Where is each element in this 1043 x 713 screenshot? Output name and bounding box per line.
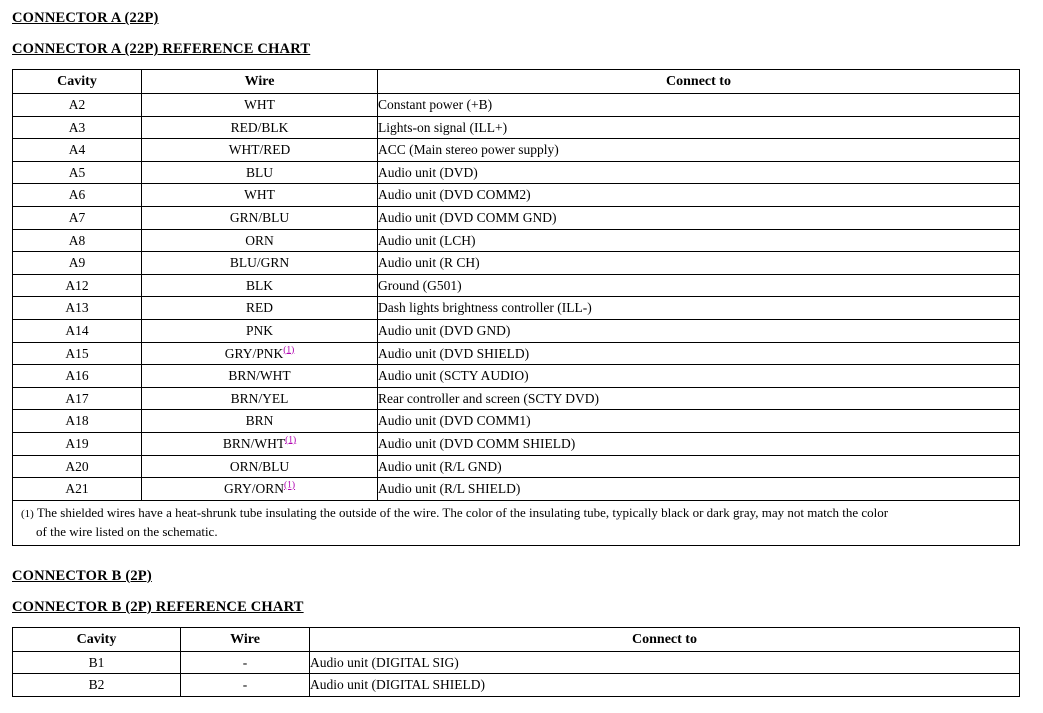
connector-a-table: [12, 69, 1020, 546]
cell-cavity: A16: [13, 365, 142, 388]
column-header-connect-to: Connect to: [378, 70, 1020, 94]
wire-label: ORN: [245, 232, 274, 248]
cell-cavity: A13: [13, 297, 142, 320]
cell-connect-to: Audio unit (DVD SHIELD): [378, 342, 1020, 365]
cell-wire: [142, 252, 378, 275]
connector-b-chart-title: CONNECTOR B (2P) REFERENCE CHART: [12, 598, 304, 615]
footnote-text-line1: The shielded wires have a heat-shrunk tube insulating the outside of the wire. The color of the insulating tube, typically black or dark gray, may not match the color: [36, 504, 889, 520]
cell-wire: [142, 387, 378, 410]
cell-wire: [142, 229, 378, 252]
wire-label: RED/BLK: [230, 119, 289, 135]
cell-wire: [142, 94, 378, 117]
footnote-cell: [13, 500, 1020, 545]
cell-wire: [142, 139, 378, 162]
wire-label: BRN: [245, 413, 274, 429]
wire-label: BRN/YEL: [230, 390, 289, 406]
wire-label: WHT: [244, 97, 275, 112]
table-row: [13, 229, 1020, 252]
footnote-ref: (1): [283, 345, 295, 356]
table-row: [13, 387, 1020, 410]
table-row: [13, 342, 1020, 365]
cell-cavity: A15: [13, 342, 142, 365]
wire-label: GRY/ORN: [223, 481, 284, 497]
table-row: [13, 252, 1020, 275]
footnote-ref: (1): [285, 435, 297, 446]
cell-wire: [142, 297, 378, 320]
table-footnote-row: [13, 500, 1020, 545]
connector-b-table-body: [13, 651, 1020, 696]
cell-cavity: A7: [13, 206, 142, 229]
cell-wire: [142, 342, 378, 365]
cell-connect-to: Rear controller and screen (SCTY DVD): [378, 387, 1020, 410]
wire-label: WHT/RED: [228, 142, 291, 158]
connector-b-title: CONNECTOR B (2P): [12, 567, 152, 584]
cell-cavity: B2: [13, 674, 181, 697]
cell-connect-to: ACC (Main stereo power supply): [378, 139, 1020, 162]
wire-label: ORN/BLU: [229, 458, 290, 474]
cell-cavity: A3: [13, 116, 142, 139]
cell-connect-to: Audio unit (DVD COMM2): [378, 184, 1020, 207]
connector-a-table-body: [13, 94, 1020, 546]
cell-connect-to: Audio unit (SCTY AUDIO): [378, 365, 1020, 388]
cell-connect-to: Audio unit (R/L SHIELD): [378, 478, 1020, 501]
connector-b-table: [12, 627, 1020, 697]
spacer: [12, 58, 1031, 69]
table-header-row: [13, 70, 1020, 94]
cell-wire: [142, 432, 378, 455]
column-header-wire: Wire: [142, 70, 378, 94]
wire-label: BRN/WHT: [222, 435, 286, 451]
spacer: [12, 546, 1031, 568]
cell-cavity: A8: [13, 229, 142, 252]
connector-a-chart-title: CONNECTOR A (22P) REFERENCE CHART: [12, 41, 311, 57]
cell-wire: [142, 116, 378, 139]
cell-connect-to: Audio unit (DIGITAL SIG): [310, 651, 1020, 674]
cell-wire: [142, 184, 378, 207]
spacer: [12, 585, 1031, 599]
cell-wire: [142, 410, 378, 433]
cell-connect-to: Ground (G501): [378, 274, 1020, 297]
table-row: [13, 94, 1020, 117]
table-row: [13, 297, 1020, 320]
table-row: [13, 116, 1020, 139]
table-row: [13, 674, 1020, 697]
cell-cavity: A9: [13, 252, 142, 275]
spacer: [12, 616, 1031, 627]
cell-cavity: A19: [13, 432, 142, 455]
cell-cavity: A12: [13, 274, 142, 297]
cell-wire: [142, 161, 378, 184]
wire-label: BRN/WHT: [228, 368, 291, 384]
column-header-wire: Wire: [181, 627, 310, 651]
wire-label: GRY/PNK: [224, 345, 284, 361]
cell-wire: [142, 455, 378, 478]
cell-cavity: A14: [13, 319, 142, 342]
cell-connect-to: Constant power (+B): [378, 94, 1020, 117]
table-row: [13, 184, 1020, 207]
table-header-row: [13, 627, 1020, 651]
spacer: [12, 27, 1031, 41]
cell-wire: [142, 478, 378, 501]
cell-wire: [142, 274, 378, 297]
cell-wire: [142, 206, 378, 229]
cell-connect-to: Audio unit (LCH): [378, 229, 1020, 252]
footnote-ref: (1): [283, 480, 296, 491]
wire-label: BLU/GRN: [229, 255, 290, 271]
cell-cavity: B1: [13, 651, 181, 674]
cell-connect-to: Audio unit (R CH): [378, 252, 1020, 275]
table-row: [13, 139, 1020, 162]
wire-label: WHT: [244, 187, 275, 203]
cell-connect-to: Audio unit (R/L GND): [378, 455, 1020, 478]
cell-cavity: A2: [13, 94, 142, 117]
cell-wire: -: [181, 674, 310, 697]
wire-label: GRN/BLU: [229, 209, 290, 225]
wire-label: BLU: [246, 164, 273, 180]
wire-label: RED: [246, 300, 273, 316]
wire-label: BLK: [246, 277, 273, 293]
cell-connect-to: Audio unit (DIGITAL SHIELD): [310, 674, 1020, 697]
cell-cavity: A5: [13, 161, 142, 184]
cell-connect-to: Audio unit (DVD GND): [378, 319, 1020, 342]
cell-connect-to: Audio unit (DVD): [378, 161, 1020, 184]
cell-connect-to: Dash lights brightness controller (ILL-): [378, 297, 1020, 320]
table-row: [13, 365, 1020, 388]
cell-cavity: A6: [13, 184, 142, 207]
table-row: [13, 455, 1020, 478]
table-row: [13, 206, 1020, 229]
column-header-cavity: Cavity: [13, 627, 181, 651]
table-row: [13, 319, 1020, 342]
cell-cavity: A17: [13, 387, 142, 410]
cell-cavity: A4: [13, 139, 142, 162]
table-row: [13, 161, 1020, 184]
cell-connect-to: Audio unit (DVD COMM1): [378, 410, 1020, 433]
cell-cavity: A21: [13, 478, 142, 501]
cell-connect-to: Audio unit (DVD COMM GND): [378, 206, 1020, 229]
footnote-marker: (1): [21, 507, 34, 520]
table-row: [13, 410, 1020, 433]
table-row: [13, 432, 1020, 455]
cell-wire: [142, 319, 378, 342]
footnote-text-line2: of the wire listed on the schematic.: [36, 523, 218, 539]
cell-wire: [142, 365, 378, 388]
cell-cavity: A18: [13, 410, 142, 433]
cell-connect-to: Lights-on signal (ILL+): [378, 116, 1020, 139]
table-row: [13, 274, 1020, 297]
cell-cavity: A20: [13, 455, 142, 478]
wire-label: PNK: [245, 322, 273, 338]
column-header-connect-to: Connect to: [310, 627, 1020, 651]
table-row: [13, 651, 1020, 674]
cell-connect-to: Audio unit (DVD COMM SHIELD): [378, 432, 1020, 455]
table-row: [13, 478, 1020, 501]
column-header-cavity: Cavity: [13, 70, 142, 94]
connector-a-title: CONNECTOR A (22P): [12, 10, 159, 26]
cell-wire: -: [181, 651, 310, 674]
